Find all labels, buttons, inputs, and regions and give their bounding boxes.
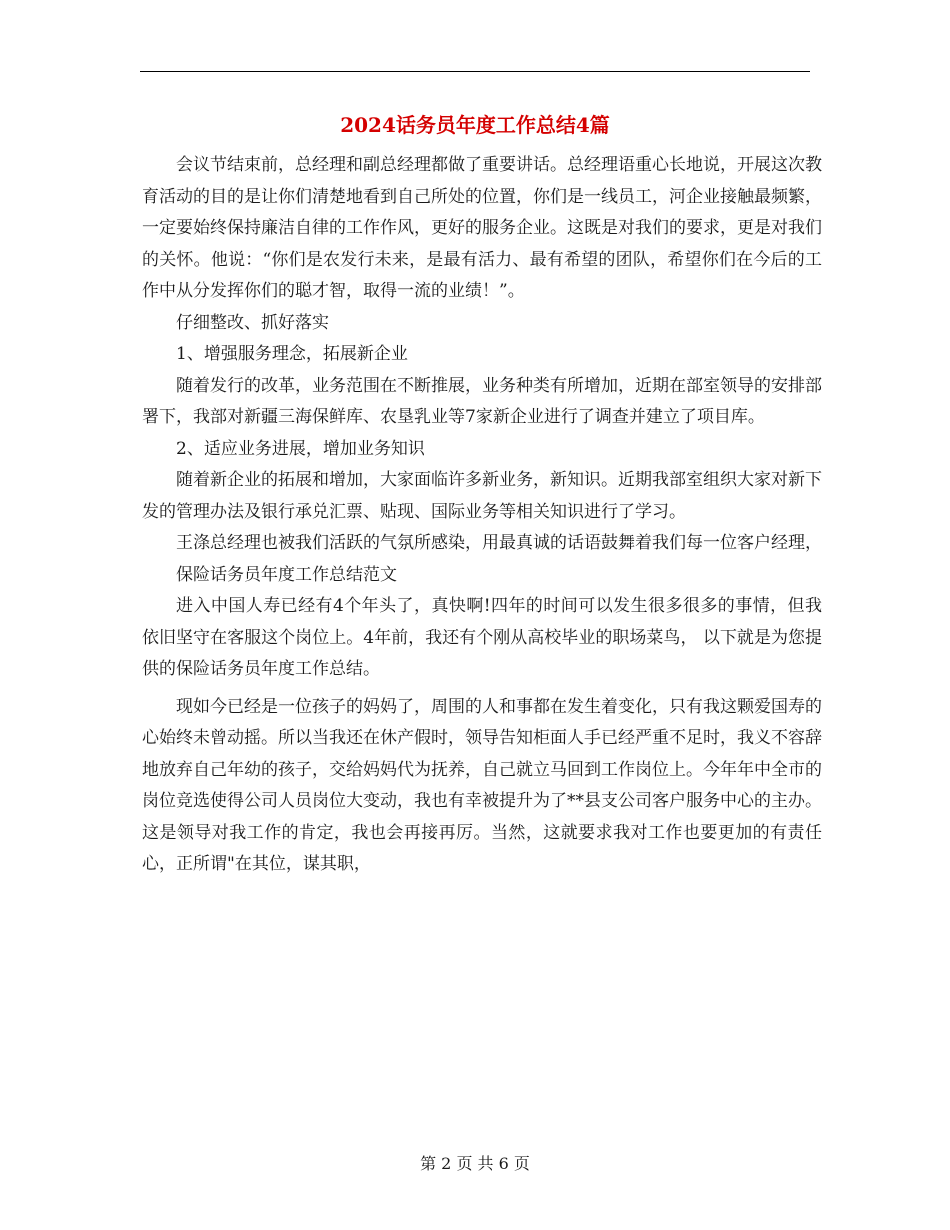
paragraph-sample-intro: 进入中国人寿已经有4个年头了，真快啊!四年的时间可以发生很多很多的事情，但我依旧坚守在客服这个岗位上。4年前，我还有个刚从高校毕业的职场菜鸟， 以下就是为您提供的保险话务员年度工作总结。 [142,596,822,679]
paragraph-section-2-body: 随着新企业的拓展和增加，大家面临许多新业务，新知识。近期我部室组织大家对新下发的管理办法及银行承兑汇票、贴现、国际业务等相关知识进行了学习。 [142,470,822,522]
page-number-footer: 第 2 页 共 6 页 [420,1154,530,1173]
paragraph-section-1-heading: 1、增强服务理念，拓展新企业 [176,344,408,364]
header-rule [140,71,810,72]
paragraph-sample-body: 现如今已经是一位孩子的妈妈了，周围的人和事都在发生着变化，只有我这颗爱国寿的心始终未曾动摇。所以当我还在休产假时，领导告知柜面人手已经严重不足时，我义不容辞地放弃自己年幼的孩子，交给妈妈代为抚养，自己就立马回到工作岗位上。今年年中全市的岗位竞选使得公司人员岗位大变动，我也有幸被提升为了**县支公司客户服务中心的主办。这是领导对我工作的肯定，我也会再接再厉。当然，这就要求我对工作也要更加的有责任心，正所谓"在其位，谋其职， [142,696,822,874]
document-body [142,150,822,881]
document-title: 2024话务员年度工作总结4篇 [340,113,610,137]
paragraph-section-1-body: 随着发行的改革，业务范围在不断推展，业务种类有所增加，近期在部室领导的安排部署下，我部对新疆三海保鲜库、农垦乳业等7家新企业进行了调查并建立了项目库。 [142,375,822,427]
paragraph-section-2-heading: 2、适应业务进展，增加业务知识 [176,438,425,459]
paragraph-sample-heading: 保险话务员年度工作总结范文 [176,564,397,585]
paragraph-rectify-heading: 仔细整改、抓好落实 [176,312,329,333]
paragraph-manager-encouragement: 王涤总经理也被我们活跃的气氛所感染，用最真诚的话语鼓舞着我们每一位客户经理， [176,533,822,553]
paragraph-meeting-speech: 会议节结束前，总经理和副总经理都做了重要讲话。总经理语重心长地说，开展这次教育活动的目的是让你们清楚地看到自己所处的位置，你们是一线员工，河企业接触最频繁，一定要始终保持廉洁自律的工作作风，更好的服务企业。这既是对我们的要求，更是对我们的关怀。他说：“你们是农发行未来，是最有活力、最有希望的团队，希望你们在今后的工作中从分发挥你们的聪才智，取得一流的业绩！”。 [142,155,822,301]
